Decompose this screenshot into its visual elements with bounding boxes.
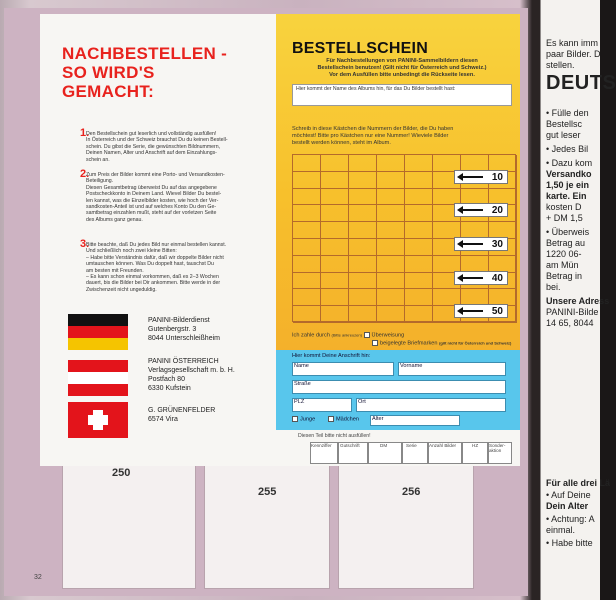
number-grid-cell[interactable] [377,205,405,222]
sticker-number: 256 [402,486,421,498]
payment-hint: (Bitte ankreuzen) [331,332,362,338]
number-grid-cell[interactable] [405,155,433,172]
page-number: 32 [34,574,42,581]
number-grid-cell[interactable] [349,172,377,189]
footer-heading: Für alle drei Lä [546,478,611,488]
number-grid-cell[interactable] [405,205,433,222]
step-text: Den Bestellschein gut leserlich und vollständig ausfüllen! In Österreich und der Schweiz brauchst Du du keinen Bestell- schein. Du gibst die Serie, die gewünschten Bildnummern, Deinen Namen, Alter und Anschrift auf dem Einzahlungs- schein an. [86,131,228,163]
number-grid-cell[interactable] [321,239,349,256]
number-grid-cell[interactable] [321,289,349,306]
bullet-line: • Dazu kom [546,158,593,168]
sticker-frame [204,463,330,589]
sticker-number: 255 [258,486,277,498]
footer-line: • Auf Deine [546,490,591,500]
number-grid-cell[interactable] [377,289,405,306]
counter-10: 10 [454,170,508,184]
bullet-line: • Fülle den [546,108,589,118]
number-grid-cell[interactable] [293,273,321,290]
number-grid-cell[interactable] [293,155,321,172]
number-grid-cell[interactable] [377,256,405,273]
counter-30: 30 [454,237,508,251]
number-grid-cell[interactable] [405,239,433,256]
footer-line: Dein Alter [546,501,589,511]
order-form-title: BESTELLSCHEIN [292,40,428,57]
sticker-frame [62,463,196,589]
bullet-line: Betrag in [546,271,583,281]
sticker-frame [338,463,474,589]
step-number: 1. [80,127,90,139]
text-line: stellen. [546,60,575,70]
footer-line: einmal. [546,525,576,535]
bullet-line: • Jedes Bil [546,144,589,154]
girl-checkbox[interactable] [328,416,334,422]
bullet-line: Bestellsc [546,119,583,129]
number-grid-cell[interactable] [349,273,377,290]
address-germany: PANINI-Bilderdienst Gutenbergstr. 3 8044 Unterschleißheim [148,317,220,342]
text-line: Es kann imm [546,38,599,48]
switzerland-flag-icon [68,402,128,438]
number-grid-cell[interactable] [405,273,433,290]
number-grid-cell[interactable] [321,205,349,222]
step-text: Zum Preis der Bilder kommt eine Porto- und Versandkosten- Beteiligung. Diesen Gesamtbetrag überweist Du auf das angegebene Postscheckkonto in Deinem Land. Wievel Bilder Du bestel- len kannst, was die Einzelbilder kosten, wie hoch der Ver- sandkosten-Anteil ist und auf welches Konto Du den Ge- samtbetrag einzahlen mußt, steht auf der vorletzen Seite des Albums ganz genau. [86,172,225,223]
number-grid-cell[interactable] [405,256,433,273]
number-grid-cell[interactable] [377,189,405,206]
number-grid-cell[interactable] [377,155,405,172]
bullet-line: bei. [546,282,561,292]
bullet-line: Versandko [546,169,592,179]
album-right-page [541,0,616,600]
address-line: 14 65, 8044 [546,318,594,328]
address-austria: PANINI ÖSTERREICH Verlagsgesellschaft m. b. H. Postfach 80 6330 Kufstein [148,358,235,392]
number-grid-cell[interactable] [321,273,349,290]
arrow-left-icon [461,176,483,178]
arrow-left-icon [461,310,483,312]
number-grid-cell[interactable] [405,172,433,189]
office-use-strip: Diesen Teil bitte nicht ausfüllen! Kennziffer Gutschrift DM Serie Anzahl Bilder HZ Sonder-aktion [276,430,520,466]
counter-40: 40 [454,271,508,285]
number-grid-cell[interactable] [349,256,377,273]
number-grid-cell[interactable] [349,155,377,172]
number-grid-cell[interactable] [293,222,321,239]
number-grid-cell[interactable] [377,222,405,239]
number-grid-cell[interactable] [349,205,377,222]
footer-line: • Habe bitte [546,538,593,548]
album-name-field[interactable] [292,84,512,106]
number-grid-cell[interactable] [349,306,377,323]
bullet-line: karte. Ein [546,191,587,201]
number-grid-cell[interactable] [405,222,433,239]
bullet-line: 1,50 je ein [546,180,590,190]
stamps-checkbox[interactable] [372,340,378,346]
title-line: SO WIRD'S [62,63,155,82]
number-grid-cell[interactable] [377,273,405,290]
address-switzerland: G. GRÜNENFELDER 6574 Vira [148,407,216,423]
title-line: NACHBESTELLEN - [62,44,228,63]
counter-20: 20 [454,203,508,217]
number-grid-cell[interactable] [293,306,321,323]
number-grid-cell[interactable] [405,189,433,206]
step-number: 2. [80,168,90,180]
address-title: Hier kommt Deine Anschrift hin: [292,353,371,359]
arrow-left-icon [461,209,483,211]
order-form-subtitle: Für Nachbestellungen von PANINI-Sammelbildern diesen Bestellschein benutzen! (Gilt nicht für Österreich und Schweiz.) Vor dem Ausfüllen bitte unbedingt die Rückseite lesen. [317,58,487,78]
section-heading: DEUTS [546,72,616,94]
number-grid-cell[interactable] [349,239,377,256]
address-heading: Unsere Adress [546,296,610,306]
office-use-note: Diesen Teil bitte nicht ausfüllen! [298,433,371,439]
number-grid-cell[interactable] [293,189,321,206]
number-grid-cell[interactable] [321,155,349,172]
address-line: PANINI-Bilde [546,307,599,317]
payment-label: Ich zahle durch [292,332,330,339]
number-grid-cell[interactable] [293,239,321,256]
city-field[interactable] [356,398,506,412]
arrow-left-icon [461,277,483,279]
number-grid-cell[interactable] [293,205,321,222]
number-grid-cell[interactable] [321,306,349,323]
number-grid-cell[interactable] [377,172,405,189]
step-text: Bitte beachte, daß Du jedes Bild nur einmal bestellen kannst. Und schließlich noch zwei kleine Bitten: – Habe bitte Verständnis dafür, daß wir doppelte Bilder nicht umtauschen können. Was Du doppelt hast, tauschst Du am besten mit Freunden. – Es kann schon einmal vorkommen, daß es 2–3 Wochen dauert, bis die Bilder bei Dir ankommen. Bitte werde in der Zwischenzeit nicht ungeduldig. [86,242,227,293]
number-grid-cell[interactable] [321,189,349,206]
transfer-checkbox[interactable] [364,332,370,338]
instructions-title [62,44,227,101]
sticker-number: 250 [112,467,131,479]
number-grid-cell[interactable] [405,289,433,306]
album-name-label: Hier kommt der Name des Albums hin, für das Du Bilder bestellt hast: [296,86,456,92]
payment-row: Ich zahle durch (Bitte ankreuzen) Überweisung beigelegte Briefmarken (gilt nicht für Österreich und Schweiz) [292,332,512,347]
bullet-line: 1220 06- [546,249,582,259]
number-grid-cell[interactable] [321,256,349,273]
text-line: paar Bilder. D [546,49,601,59]
order-leaflet [40,14,520,466]
bullet-line: am Mün [546,260,579,270]
street-field[interactable] [292,380,506,394]
numbers-instructions: Schreib in diese Kästchen die Nummern der Bilder, die Du haben möchtest! Bitte pro Kästchen nur eine Nummer! Wieviele Bilder bestellt werden können, steht im Album. [292,126,454,146]
germany-flag-icon [68,314,128,350]
number-grid-cell[interactable] [321,172,349,189]
instructions-panel [40,14,276,466]
counter-50: 50 [454,304,508,318]
title-line: GEMACHT: [62,82,155,101]
number-grid-cell[interactable] [377,306,405,323]
number-grid-cell[interactable] [349,189,377,206]
number-grid-cell[interactable] [293,172,321,189]
arrow-left-icon [461,243,483,245]
number-grid-cell[interactable] [293,289,321,306]
number-grid-cell[interactable] [377,239,405,256]
bullet-line: + DM 1,5 [546,213,583,223]
bullet-line: Betrag au [546,238,586,248]
address-section: Hier kommt Deine Anschrift hin: Name Vorname Straße PLZ Ort Junge Mädchen Alter [276,350,520,430]
bullet-line: kosten D [546,202,582,212]
bullet-line: • Überweis [546,227,590,237]
number-grid-cell[interactable] [349,222,377,239]
order-form-panel [276,14,520,466]
number-grid-cell[interactable] [405,306,433,323]
number-grid-cell[interactable] [293,256,321,273]
footer-line: • Achtung: A [546,514,595,524]
austria-flag-icon [68,360,128,396]
number-grid-cell[interactable] [349,289,377,306]
bullet-line: gut leser [546,130,581,140]
boy-checkbox[interactable] [292,416,298,422]
number-grid-cell[interactable] [321,222,349,239]
step-number: 3. [80,238,90,250]
